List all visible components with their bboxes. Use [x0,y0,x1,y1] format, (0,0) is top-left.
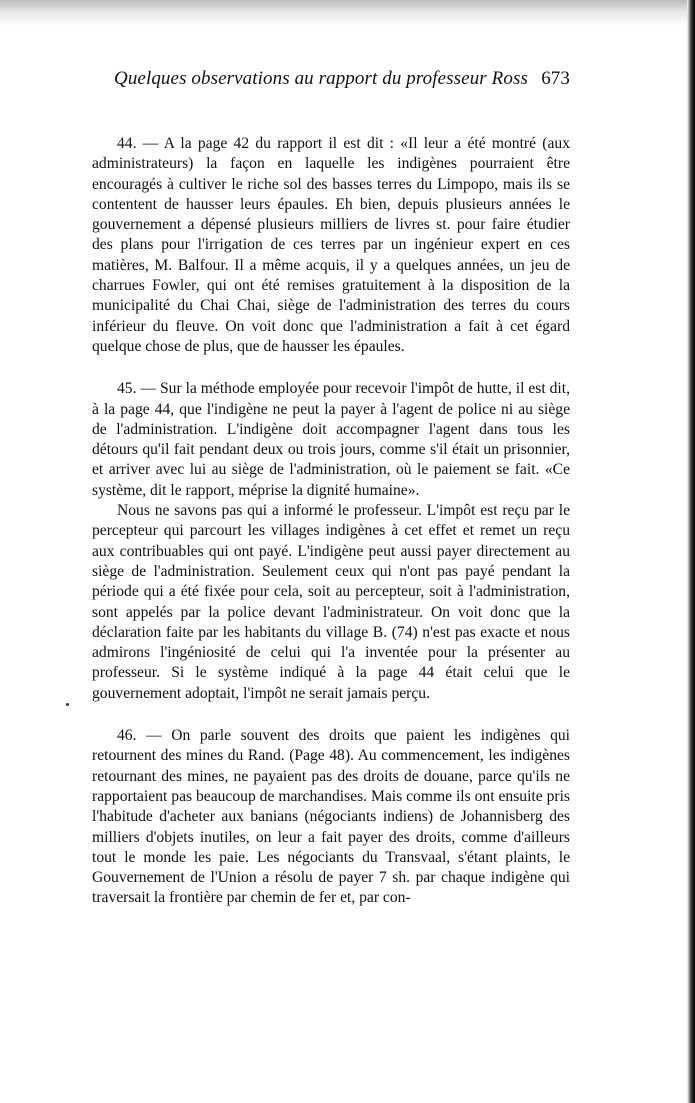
scan-edge-right [687,0,695,1103]
paragraph-45-continued: Nous ne savons pas qui a informé le professeur. L'impôt est reçu par le percepteur qui parcourt les villages indigènes à cet effet et remet un reçu aux contribuables qui ont payé. L'indigène peut aussi payer directement au siège de l'administration. Seulement ceux qui n'ont pas payé pendant la période qui a été fixée pour cela, soit au percepteur, soit à l'administration, sont appelés par la police devant l'administrateur. On voit donc que la déclaration faite par les habitants du village B. (74) n'est pas exacte et nous admirons l'ingéniosité de celui qui l'a inventée pour la présenter au professeur. Si le système indiqué à la page 44 était celui que le gouvernement adoptait, l'impôt ne serait jamais perçu. [92,502,570,702]
page-number: 673 [541,68,570,89]
paragraph-spacer [92,357,570,379]
document-page [92,68,570,909]
paragraph-44: 44. — A la page 42 du rapport il est dit : «Il leur a été montré (aux administrateurs) la façon en laquelle les indigènes pourraient être encouragés à cultiver le riche sol des basses terres du Limpopo, mais ils se contentent de hausser leurs épaules. Eh bien, depuis plusieurs années le gouvernement a dépensé plusieurs milliers de livres st. pour faire étudier des plans pour l'irrigation de ces terres par un ingénieur expert en ces matières, M. Balfour. Il a même acquis, il y a quelques années, un jeu de charrues Fowler, qui ont été remises gratuitement à la disposition de la municipalité du Chai Chai, siège de l'administration des terres du cours inférieur du fleuve. On voit donc que l'administration a fait à cet égard quelque chose de plus, que de hausser les épaules. [92,135,570,355]
paragraph-46: 46. — On parle souvent des droits que paient les indigènes qui retournent des mines du Rand. (Page 48). Au commencement, les indigènes retournant des mines, ne payaient pas des droits de douane, parce qu'ils ne rapportaient pas beaucoup de marchandises. Mais comme ils ont ensuite pris l'habitude d'acheter aux banians (négociants indiens) de Johannisberg des milliers d'objets inutiles, on leur a fait payer des droits, comme d'ailleurs tout le monde les paie. Les négociants du Transvaal, s'étant plaints, le Gouvernement de l'Union a résolu de payer 7 sh. par chaque indigène qui traversait la frontière par chemin de fer et, par con- [92,727,570,907]
margin-mark [66,703,69,706]
paragraph-spacer [92,704,570,726]
running-title: Quelques observations au rapport du professeur Ross [114,68,528,89]
running-header [114,68,570,98]
paragraph-45: 45. — Sur la méthode employée pour recevoir l'impôt de hutte, il est dit, à la page 44, que l'indigène ne peut la payer à l'agent de police ni au siège de l'administration. L'indigène doit accompagner l'agent dans tous les détours qu'il fait pendant deux ou trois jours, comme s'il était un prisonnier, et arriver avec lui au siège de l'administration, où le paiement se fait. «Ce système, dit le rapport, méprise la dignité humaine». [92,380,570,499]
scan-shadow-top [0,0,695,26]
